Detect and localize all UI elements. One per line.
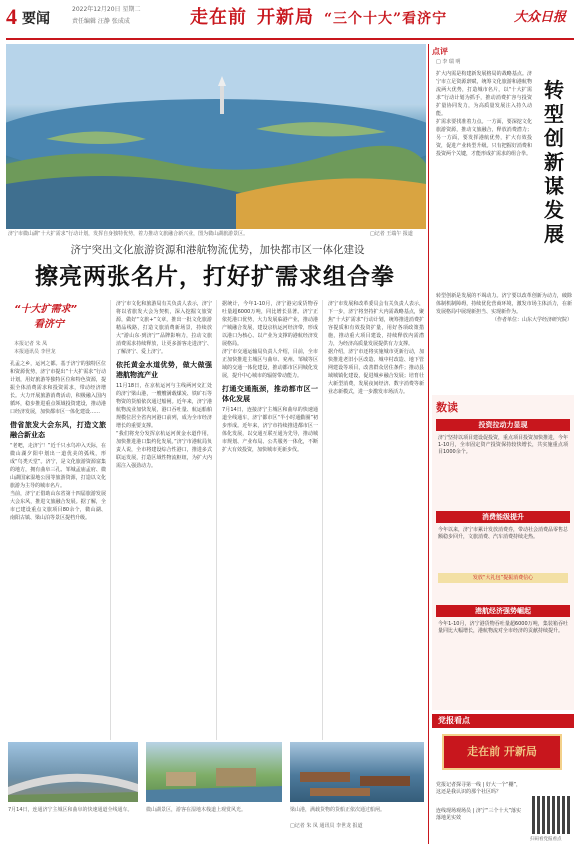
data-highlight: 发放“大礼包”提振消费信心 [438, 573, 568, 583]
data-bar-port: 港航经济强势崛起 [436, 605, 570, 617]
bottom-photo-caption-1: 7月14日，连通济宁主城区和曲阜的快速通道全线通车。 [8, 807, 133, 813]
paragraph: 孔孟之乡，运河之都。基于济宁的独特区位和资源优势，济宁市提出“十大扩需求”行动计划，用好旅游等独特区位和特色资源，提振全体消费需求和投资需求，带动经济增长。大力开展旅游消费活动，积极融入国内循环，稳步推进重点领域投资建设，推动港口经济发展，加快都市区一体化建设…… [10, 361, 106, 415]
campaign-part-2: 开新局 [257, 7, 314, 28]
commentary-tag: 点评 [432, 47, 448, 56]
article-column-2 [116, 300, 212, 740]
article-column-1 [10, 360, 106, 740]
right-rail-divider [428, 44, 429, 844]
port-image [290, 742, 424, 802]
bottom-photo-wetland [146, 742, 282, 802]
campaign-slogan [190, 3, 447, 33]
qr-code-label: 扫码看党报看点 [530, 837, 562, 842]
editors-line: 责任编辑 汪静 张成成 [72, 18, 130, 25]
series-tag-line-2: 看济宁 [34, 319, 64, 330]
commentary-title: 转型创新谋发展 [544, 78, 564, 246]
bottom-photo-port [290, 742, 424, 802]
section-heading: 借省旅发大会东风，打造文旅融合新业态 [10, 421, 106, 439]
paragraph: 转型创新是发展的不竭动力。济宁要以改革创新为动力，破除体制机制障碍，持续优化营商环境，激发市场主体活力，在新发展格局中展现新担当、实现新作为。 [436, 293, 572, 315]
data-sidebar-header [432, 395, 574, 415]
commentary-author: □ 李 瑞 明 [436, 59, 461, 65]
data-sidebar-label: 数读 [436, 401, 458, 414]
section-name: 要闻 [22, 11, 50, 27]
newspaper-logo: 大众日报 [513, 10, 566, 25]
paragraph: 扩需求要找准着力点。一方面，要深挖文化旅游资源，推动文旅融合，释放消费潜力；另一方面，要发挥港航优势，扩大有效投资，促进产业转型升级。只有把握好消费和投资两个关键，才能形成扩需求的组合拳。 [436, 119, 532, 157]
byline-correspondent: 本报通讯员 李世龙 [14, 349, 56, 355]
main-photo [6, 44, 426, 229]
campaign-part-1: 走在前 [190, 7, 247, 28]
paragraph: 济宁市文化和旅游局有关负责人表示，济宁将以省旅发大会为契机，深入挖掘文旅资源，做好“文旅+”文章，推出一批文化旅游精品线路，打造文旅消费新场景，持续放大“游山东·到济宁”品牌影响力，拉动文旅消费需求持续释放，让更多游客走进济宁、了解济宁、爱上济宁。 [116, 301, 212, 355]
campaign-part-3: “三个十大”看济宁 [324, 11, 448, 27]
data-text-consumption: 今年以来，济宁市累计发放消费券，带动社会消费品零售总额稳步回升，文旅消费、汽车消费持续走热。 [438, 527, 569, 540]
header-rule [6, 38, 574, 40]
main-photo-caption: 济宁市微山湖“十大扩需求”行动计划，发挥自身独特优势，着力推动文旅融合新兴业，图为微山湖旅游景区。 [8, 231, 249, 237]
party-news-header: 党报看点 [432, 714, 574, 728]
section-heading: 打通交通瓶颈，推动都市区一体化发展 [222, 385, 318, 403]
paragraph: 7月14日，连接济宁主城区和曲阜的快速通道全线通车，济宁都市区“半小时通勤圈”初步形成。近年来，济宁市持续推进都市区一体化发展，以交通互联互通为先导，推动城市规划、产业布局、公共服务一体化，不断扩大有效投资，加快城市更新步伐。 [222, 407, 318, 453]
series-tag-line-1: “十大扩需求” [14, 304, 77, 315]
masthead [0, 0, 580, 40]
bottom-photo-caption-3: 梁山港，满载货物的货船正依次通过船闸。 [290, 807, 386, 813]
qr-code-icon[interactable] [532, 796, 570, 834]
paragraph: 11月18日，在京杭运河与主线两河交汇处的济宁梁山港，一艘艘满载煤炭、铁矿石等物资的货船依次通过船闸。近年来，济宁港航物流业加快发展，港口吞吐量、航运船舶规模位居全省内河港口前列，成为全市经济增长的重要支撑。 [116, 383, 212, 429]
series-tag [14, 300, 114, 340]
article-subhead: 济宁突出文化旅游资源和港航物流优势，加快都市区一体化建设 [70, 244, 365, 256]
data-sidebar [432, 395, 574, 710]
paragraph: 济宁市发展和改革委员会有关负责人表示，下一步，济宁将坚持扩大内需战略基点，聚焦“十大扩需求”行动计划，统筹推进消费扩容提质和有效投资扩量，用好各项政策措施，推动重大项目建设，持续释放内需潜力，为经济高质量发展提供有力支撑。 [328, 301, 424, 347]
bottom-photo-highway [8, 742, 138, 802]
data-bar-consumption: 消费能级提升 [436, 511, 570, 523]
paragraph: 据介绍，济宁市还将实施城市更新行动，加快推进老旧小区改造、城中村改造、地下管网建设等项目，改善群众居住条件；推动县域城镇化建设，促进城乡融合发展；培育壮大新型消费，发展夜间经济、数字消费等新业态新模式，进一步激发市场活力。 [328, 349, 424, 395]
column-divider [322, 300, 323, 740]
party-news-banner: 走在前 开新局 [442, 734, 562, 770]
commentary-column-2 [436, 292, 572, 388]
commentary-affiliation: （作者单位：山东大学经济研究院） [491, 317, 572, 323]
paragraph: “我们将充分发挥京杭运河黄金水道作用，加快推进港口集约化发展。”济宁市港航局负责人说，全市将建设综合性港口，推进多式联运发展，打造区域性物流枢纽，为扩大内需注入强劲动力。 [116, 431, 212, 469]
section-heading: 依托黄金水道优势，做大做强港航物流产业 [116, 361, 212, 379]
bottom-photo-caption-2: 微山湖景区，游客在湿地木栈道上观赏风光。 [146, 807, 247, 813]
lake-landscape-image [6, 44, 426, 229]
byline-reporter: 本报记者 朱 凤 [14, 341, 48, 347]
paragraph: 当前，济宁正借助山东省第十四届旅游发展大会东风，推进文旅融合发展。据了解，全市已建设重点文旅项目80余个，微山湖、南阳古镇、梁山泊等景区提档升级。 [10, 491, 106, 521]
column-divider [110, 300, 111, 740]
page-number: 4 [6, 4, 17, 29]
article-column-3 [222, 300, 318, 740]
article-byline [14, 340, 124, 356]
highway-image [8, 742, 138, 802]
data-text-investment: 济宁坚持以项目建设促投资，重点项目投资加快推进，今年1-10月，全市固定资产投资保持较快增长，共实施重点项目1000余个。 [438, 435, 569, 455]
bottom-photo-credit: □记者 朱 凤 通讯员 李世龙 报道 [290, 823, 363, 829]
paragraph: 济宁市交通运输局负责人介绍，目前，全市正加快推进主城区与曲阜、兖州、邹城等区域的交通一体化建设，推动都市区同城化发展，提升中心城市的辐射带动能力。 [222, 349, 318, 379]
data-text-port: 今年1-10月，济宁港货物吞吐量超6000万吨，集装箱吞吐量同比大幅增长，港航物流对全市经济的贡献持续提升。 [438, 621, 568, 634]
issue-date: 2022年12月20日 星期二 [72, 6, 141, 13]
commentary-column-1 [436, 70, 532, 290]
data-bar-investment: 投资拉动力显现 [436, 419, 570, 431]
party-news-link-2[interactable]: 连线现场观场员 | 济宁“三个十大”落实落地见实效 [436, 808, 522, 821]
paragraph: 据统计，今年1-10月，济宁港完成货物吞吐量超6000万吨，同比增长显著。济宁正依托港口优势，大力发展临港产业，推动港产城融合发展，建设京杭运河经济带，形成以港口为核心、以产业为支撑的港航经济发展格局。 [222, 301, 318, 347]
article-headline: 擦亮两张名片，打好扩需求组合拳 [35, 263, 395, 290]
column-divider [216, 300, 217, 740]
article-column-4 [328, 300, 424, 740]
party-news-link-1[interactable]: 党报记者探寻第一线 | 好大一个“棚”，这还是我认识的那个社区吗？ [436, 782, 522, 795]
paragraph: 扩大内需是构建新发展格局的战略基点。济宁市立足资源禀赋，统筹文化旅游和港航物流两大优势，打造城市名片，以“十大扩需求”行动计划为抓手，推动消费扩容与投资扩量协同发力，为高质量发展注入持久动能。 [436, 71, 532, 117]
main-photo-credit: □记者 王端午 报道 [370, 231, 413, 237]
paragraph: “老吧，走济宁！”近千只水鸟冲入天际，在微山湖夕阳中划出一道优美的弧线，形成“鸟类天堂”。济宁，是文化旅游资源富集的地方，拥有曲阜三孔、邹城孟庙孟府、微山湖国家湿地公园等旅游资源，打造以文化旅游为主导的城市名片。 [10, 443, 106, 489]
wetland-image [146, 742, 282, 802]
